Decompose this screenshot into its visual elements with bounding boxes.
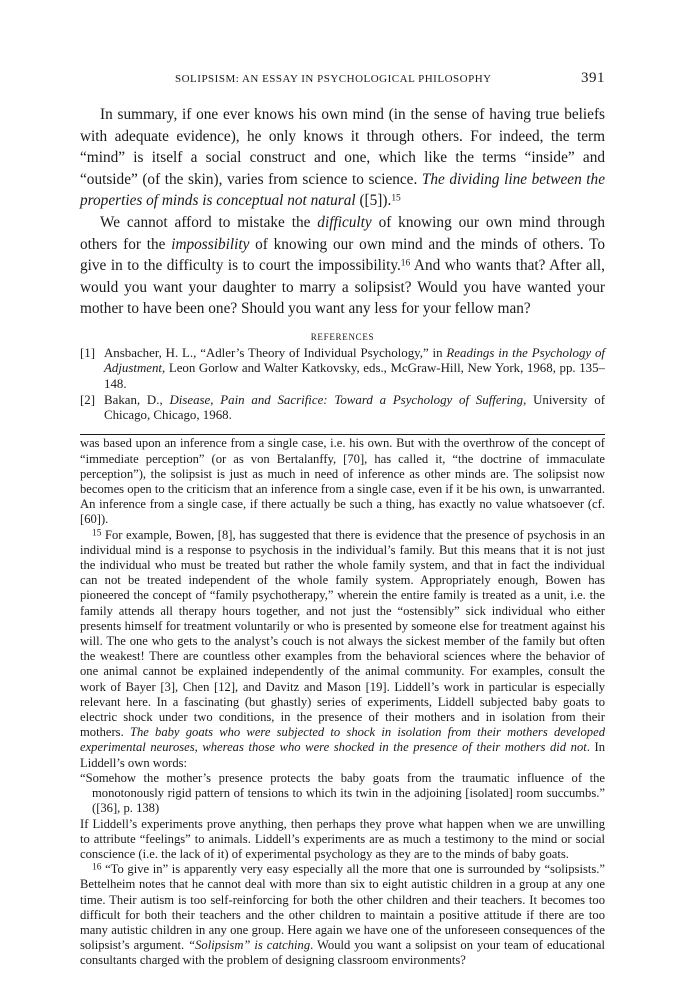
body-text [80, 104, 605, 320]
reference-item: [2] Bakan, D., Disease, Pain and Sacrifice: Toward a Psychology of Suffering, University of Chicago, Chicago, 1968. [80, 392, 606, 423]
footnote-ref-15[interactable]: 15 [391, 193, 401, 204]
footnote-ref-16[interactable]: 16 [400, 258, 411, 269]
footnote-divider [80, 434, 605, 435]
footnote-15: $^{15}$ For example, Bowen, [8], has suggested that there is evidence that the presence of psychosis in an individual mind is a response to psychosis in the individual’s family. But this means that it is not just the individual who must be treated but rather the whole family system, and that in fact the individual can not be treated independent of the whole family system. Appropriately enough, Bowen has pioneered the concept of “family psychotherapy,” wherein the entire family is treated as a unit, i.e. the family attends all therapy hours together, and not just the “ostensibly” sick individual who either presents himself for treatment voluntarily or who is presented by someone else for treatment against his will. The one who gets to the analyst’s couch is not always the sickest member of the family but often the weakest! There are countless other examples from the behavioral sciences where the behavior of one animal cannot be explained independently of the animal community. For examples, consult the work of Bayer [3], Chen [12], and Davitz and Mason [19]. Liddell’s work in particular is especially relevant here. In a fascinating (but ghastly) series of experiments, Liddell subjected baby goats to electric shock under two conditions, in the presence of their mothers and in isolation from their mothers. The baby goats who were subjected to shock in isolation from their mothers developed experimental neuroses, whereas those who were shocked in the presence of their mothers did not. In Liddell’s own words: [80, 527, 605, 770]
footnote-continuation: was based upon an inference from a single case, i.e. his own. But with the overthrow of the concept of “immediate perception” (or as von Bertalanffy, [70], has called it, “the doctrine of immaculate perception”), the solipsist is just as much in need of inference as other minds are. The solipsist now becomes open to the criticism that an inference from a single case, even if it be his own, is unwarranted. An inference from a single case, if there actually be such a thing, has exactly no value whatsoever (cf. [60]). [80, 436, 605, 527]
paragraph-summary: In summary, if one ever knows his own mind (in the sense of having true beliefs with adequate evidence), he only knows it through others. For indeed, the term “mind” is itself a social construct and one, which like the terms “inside” and “outside” (of the skin), varies from science to science. The dividing line between the properties of minds is conceptual not natural ([5]).$^{15}$ [80, 106, 605, 210]
reference-item: [1] Ansbacher, H. L., “Adler’s Theory of Individual Psychology,” in Readings in the Psychology of Adjustment, Leon Gorlow and Walter Katkovsky, eds., McGraw-Hill, New York, 1968, pp. 135–148. [80, 345, 605, 391]
page-content [80, 70, 605, 969]
references-heading: REFERENCES [310, 331, 375, 342]
running-head-title: SOLIPSISM: AN ESSAY IN PSYCHOLOGICAL PHILOSOPHY [175, 73, 492, 85]
footnote-15-continuation: If Liddell’s experiments prove anything, then perhaps they prove what happen when we are unwilling to attribute “feelings” to animals. Liddell’s experiments are as much a testimony to the mind or social conscience (i.e. the lack of it) of experimental psychology as they are to the minds of baby goats. [80, 816, 605, 861]
footnote-16: $^{16}$ “To give in” is apparently very easy especially all the more that one is surrounded by “solipsists.” Bettelheim notes that he cannot deal with more than six to eight autistic children in a group at any one time. Their autism is too self-reinforcing for both the other children and their teachers. It becomes too difficult for both their teachers and the other children to maintain a positive attitude if there are too many autistic children in any one group. Here again we have one of the unforeseen consequences of the solipsist’s argument. “Solipsism” is catching. Would you want a solipsist on your team of educational consultants charged with the problem of designing classroom environments? [80, 862, 606, 968]
footnotes [80, 436, 605, 968]
footnote-15-quote: “Somehow the mother’s presence protects the baby goats from the traumatic influence of the monotonously rigid pattern of tensions to which its twin in the adjoining [isolated] room succumbs.” ([36], p. 138) [80, 770, 605, 816]
running-head [80, 70, 605, 90]
page-number: 391 [581, 70, 605, 86]
paragraph-conclusion: We cannot afford to mistake the difficulty of knowing our own mind through others for the impossibility of knowing our own mind and the minds of others. To give in to the difficulty is to court the impossibility.$^{16}$ And who wants that? After all, would you want your daughter to marry a solipsist? Would you have wanted your mother to have been one? Should you want any less for your fellow man? [80, 213, 605, 318]
